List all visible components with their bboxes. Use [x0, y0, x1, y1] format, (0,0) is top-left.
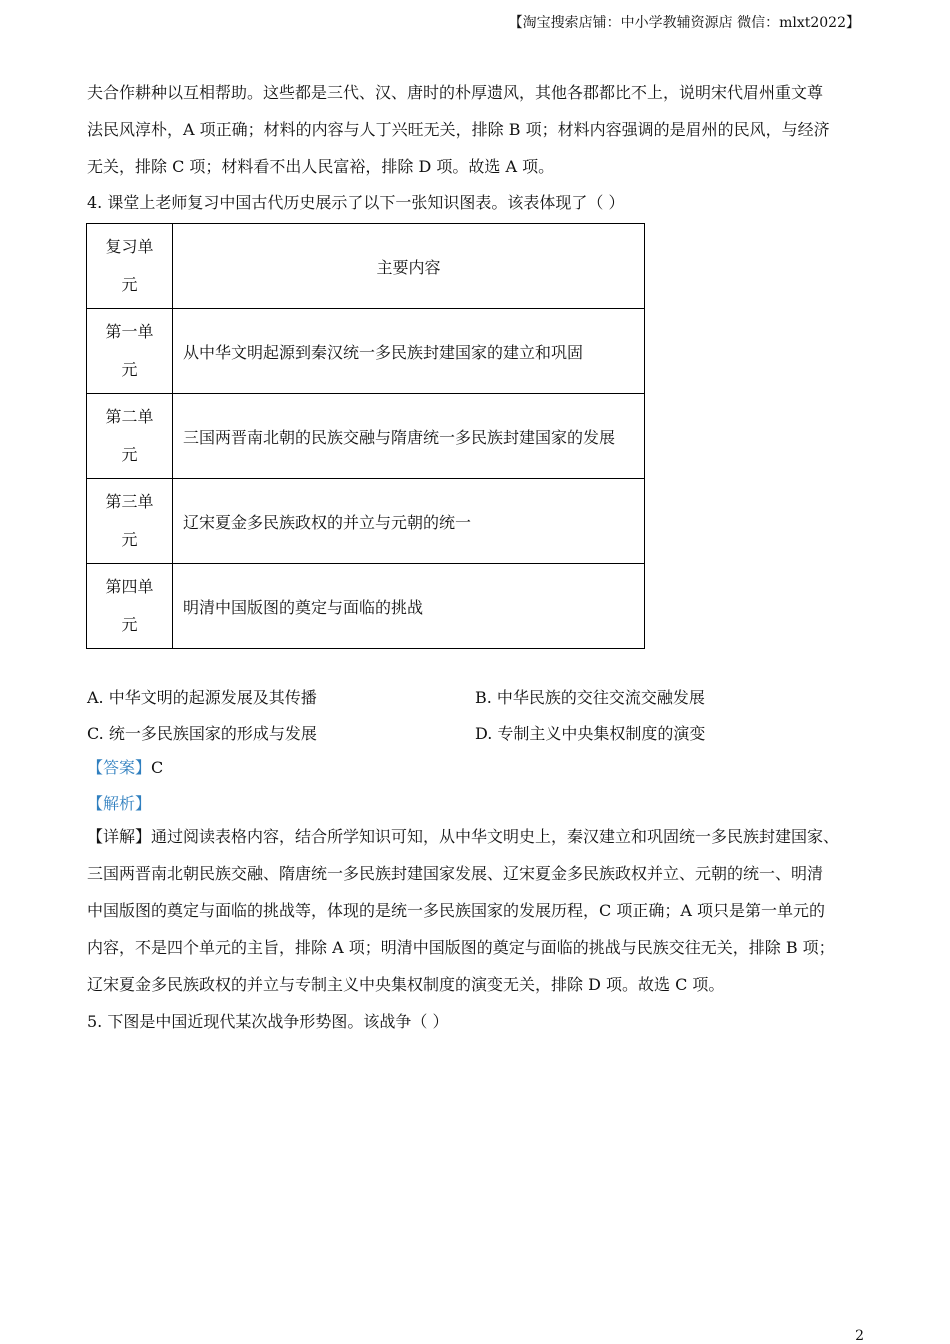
- table-header-row: [87, 224, 645, 309]
- table-row: [87, 309, 645, 394]
- option-d: D. 专制主义中央集权制度的演变: [475, 724, 706, 743]
- table-cell-content: 三国两晋南北朝的民族交融与隋唐统一多民族封建国家的发展: [173, 394, 645, 479]
- intro-line: 夫合作耕种以互相帮助。这些都是三代、汉、唐时的朴厚遗风，其他各郡都比不上，说明宋代眉州重文尊: [87, 83, 824, 102]
- table-header-content: 主要内容: [173, 224, 645, 309]
- table-cell-unit: 第二单元: [87, 394, 173, 479]
- detail-line: 内容，不是四个单元的主旨，排除 A 项；明清中国版图的奠定与面临的挑战与民族交往无关，排除 B 项；: [87, 938, 835, 957]
- header-note: 【淘宝搜索店铺：中小学教辅资源店 微信：mlxt2022】: [508, 15, 860, 31]
- question-4-stem: 4. 课堂上老师复习中国古代历史展示了以下一张知识图表。该表体现了（ ）: [87, 193, 625, 212]
- question-5-stem: 5. 下图是中国近现代某次战争形势图。该战争（ ）: [87, 1012, 449, 1031]
- answer-line: [87, 757, 163, 779]
- intro-line: 法民风淳朴，A 项正确；材料的内容与人丁兴旺无关，排除 B 项；材料内容强调的是眉州的民风，与经济: [87, 120, 830, 139]
- detail-line: 辽宋夏金多民族政权的并立与专制主义中央集权制度的演变无关，排除 D 项。故选 C 项。: [87, 975, 725, 994]
- detail-line: 中国版图的奠定与面临的挑战等，体现的是统一多民族国家的发展历程，C 项正确；A 项只是第一单元的: [87, 901, 825, 920]
- option-c: C. 统一多民族国家的形成与发展: [87, 724, 317, 743]
- table-cell-unit: 第三单元: [87, 479, 173, 564]
- table-cell-unit: 第四单元: [87, 564, 173, 649]
- table-cell-content: 辽宋夏金多民族政权的并立与元朝的统一: [173, 479, 645, 564]
- answer-value: C: [151, 758, 164, 777]
- detail-line: 【详解】通过阅读表格内容，结合所学知识可知，从中华文明史上，秦汉建立和巩固统一多民族封建国家、: [87, 827, 840, 846]
- table-cell-content: 明清中国版图的奠定与面临的挑战: [173, 564, 645, 649]
- detail-paragraph: [87, 818, 877, 1003]
- option-b: B. 中华民族的交往交流交融发展: [475, 688, 705, 707]
- option-a: A. 中华文明的起源发展及其传播: [87, 688, 317, 707]
- options-row: [87, 687, 877, 723]
- table-row: [87, 479, 645, 564]
- options-row: [87, 723, 877, 759]
- intro-paragraph: [87, 74, 877, 185]
- answer-options: [87, 687, 877, 759]
- intro-line: 无关，排除 C 项；材料看不出人民富裕，排除 D 项。故选 A 项。: [87, 157, 555, 176]
- table-header-unit: 复习单元: [87, 224, 173, 309]
- table-row: [87, 564, 645, 649]
- answer-tag: 【答案】: [87, 758, 152, 777]
- detail-line: 三国两晋南北朝民族交融、隋唐统一多民族封建国家发展、辽宋夏金多民族政权并立、元朝的统一、明清: [87, 864, 824, 883]
- table-cell-unit: 第一单元: [87, 309, 173, 394]
- analysis-tag: 【解析】: [87, 794, 152, 813]
- review-table: [86, 223, 645, 649]
- table-row: [87, 394, 645, 479]
- table-cell-content: 从中华文明起源到秦汉统一多民族封建国家的建立和巩固: [173, 309, 645, 394]
- page-number: 2: [855, 1328, 864, 1344]
